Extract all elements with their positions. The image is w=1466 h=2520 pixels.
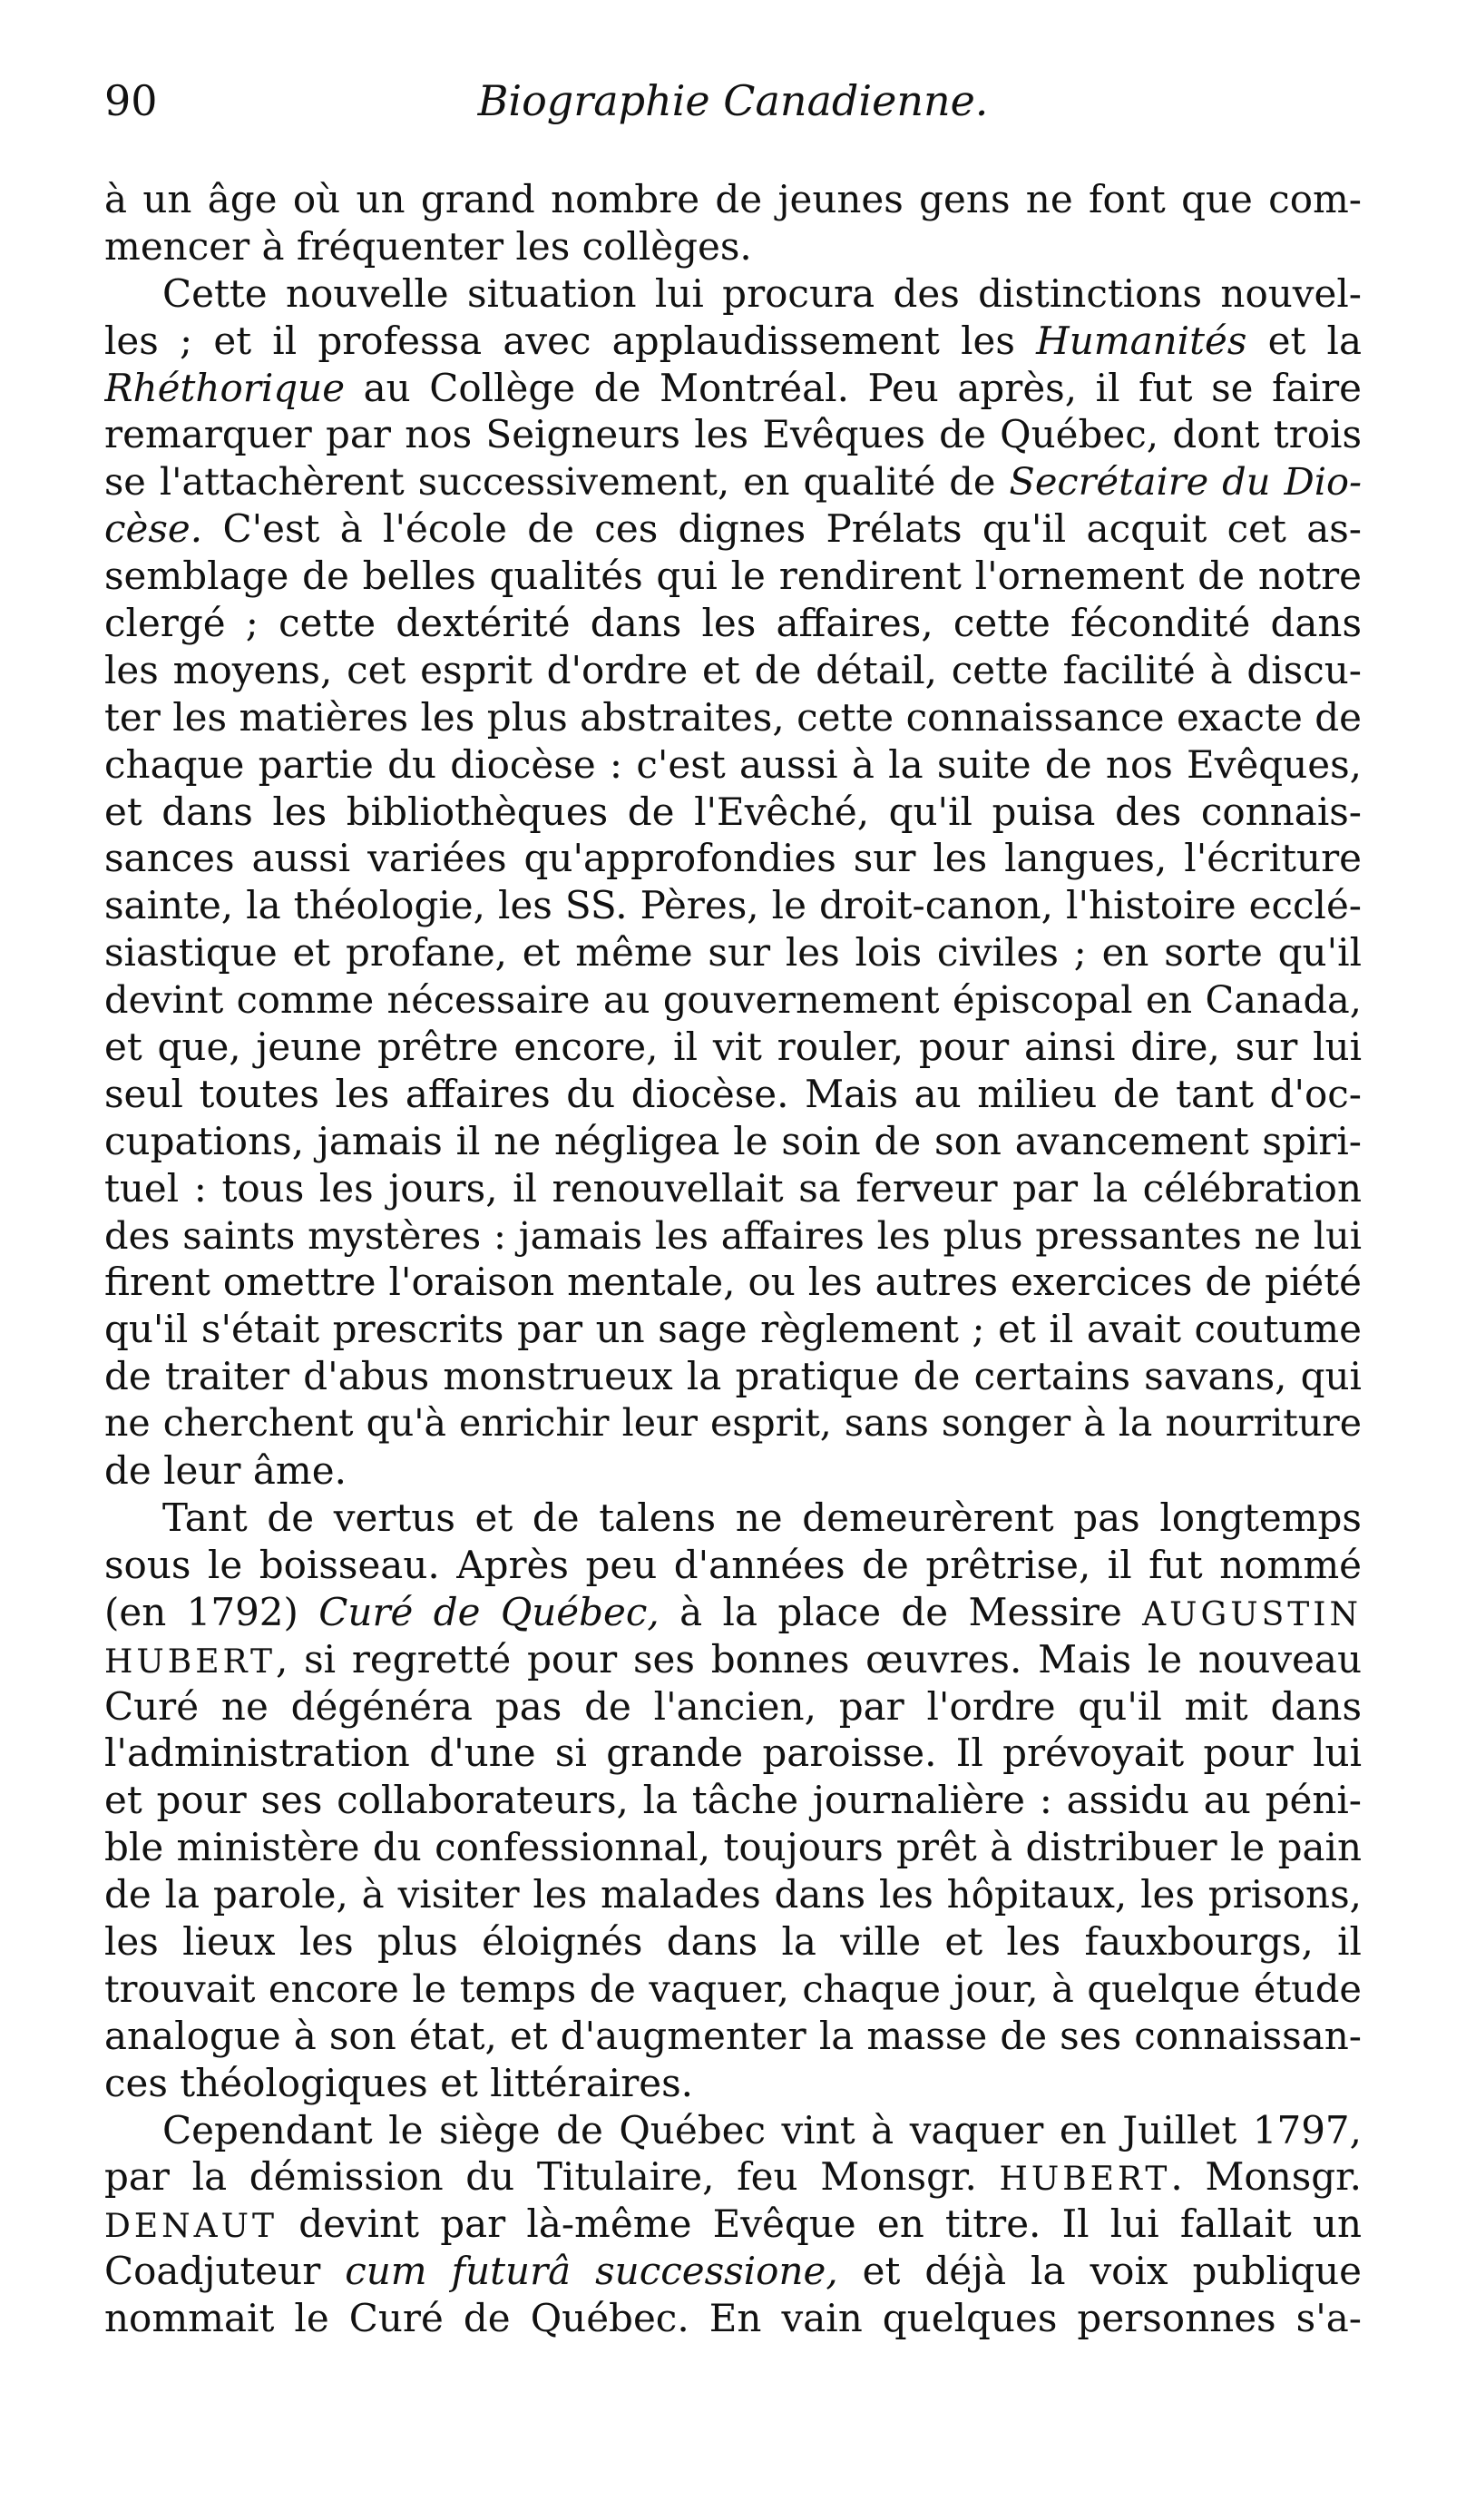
- text-segment: et pour ses collaborateurs, la tâche journalière : assidu au péni-: [104, 1778, 1362, 1823]
- text-line: [104, 1730, 1362, 1777]
- text-segment: C'est à l'école de ces dignes Prélats qu'il acquit cet as-: [202, 506, 1362, 552]
- text-segment: trouvait encore le temps de vaquer, chaque jour, à quelque étude: [104, 1966, 1362, 2011]
- text-line: [104, 1824, 1362, 1871]
- small-caps-name: AUGUSTIN: [1142, 1595, 1362, 1633]
- text-line: [104, 835, 1362, 882]
- text-segment: mencer à fréquenter les collèges.: [104, 223, 752, 269]
- text-line: [104, 1024, 1362, 1071]
- text-line: [104, 694, 1362, 741]
- text-segment: chaque partie du diocèse : c'est aussi à la suite de nos Evêques,: [104, 741, 1362, 787]
- text-line: [104, 223, 1362, 270]
- text-line: [104, 2248, 1362, 2295]
- text-line: [104, 2060, 1362, 2107]
- text-line: [104, 1118, 1362, 1165]
- italic-text: Rhéthorique: [104, 365, 346, 410]
- text-line: [104, 318, 1362, 365]
- text-segment: analogue à son état, et d'augmenter la masse de ses connaissan-: [104, 2013, 1362, 2058]
- italic-text: cum futurâ successione,: [345, 2249, 838, 2294]
- text-line: [104, 1353, 1362, 1400]
- text-line: [104, 600, 1362, 647]
- small-caps-name: DENAUT: [104, 2208, 278, 2246]
- text-segment: ter les matières les plus abstraites, cette connaissance exacte de: [104, 694, 1362, 740]
- running-title: Biographie Canadienne.: [477, 76, 989, 125]
- text-line: [104, 2153, 1362, 2201]
- text-segment: . Monsgr.: [1170, 2154, 1362, 2200]
- text-line: [104, 2013, 1362, 2060]
- text-line: [104, 1212, 1362, 1260]
- text-line: [104, 2201, 1362, 2248]
- text-segment: de traiter d'abus monstrueux la pratique de certains savans, qui: [104, 1354, 1362, 1399]
- italic-text: Humanités: [1036, 318, 1247, 363]
- text-line: [104, 789, 1362, 836]
- text-segment: sances aussi variées qu'approfondies sur les langues, l'écriture: [104, 836, 1362, 881]
- text-line: [104, 553, 1362, 600]
- text-segment: nommait le Curé de Québec. En vain quelques personnes s'a-: [104, 2296, 1362, 2341]
- text-line: [104, 1542, 1362, 1589]
- text-line: [104, 1071, 1362, 1118]
- body-text: [104, 176, 1362, 2342]
- text-segment: (en 1792): [104, 1589, 319, 1634]
- text-segment: remarquer par nos Seigneurs les Evêques de Québec, dont trois: [104, 412, 1362, 457]
- text-segment: ne cherchent qu'à enrichir leur esprit, sans songer à la nourriture: [104, 1401, 1362, 1446]
- text-segment: et la: [1246, 318, 1362, 363]
- page-number: 90: [104, 76, 158, 125]
- text-segment: sainte, la théologie, les SS. Pères, le droit-canon, l'histoire ecclé-: [104, 883, 1362, 928]
- text-line: [104, 647, 1362, 694]
- text-segment: ble ministère du confessionnal, toujours prêt à distribuer le pain: [104, 1825, 1362, 1870]
- text-line: [104, 741, 1362, 789]
- text-line: [104, 1259, 1362, 1306]
- text-line: [104, 1777, 1362, 1824]
- text-segment: Curé ne dégénéra pas de l'ancien, par l'ordre qu'il mit dans: [104, 1683, 1362, 1729]
- text-segment: par la démission du Titulaire, feu Monsgr.: [104, 2154, 1000, 2200]
- small-caps-name: HUBERT: [999, 2161, 1171, 2199]
- text-line: [104, 270, 1362, 318]
- text-segment: des saints mystères : jamais les affaires les plus pressantes ne lui: [104, 1212, 1362, 1258]
- text-segment: firent omettre l'oraison mentale, ou les autres exercices de piété: [104, 1260, 1362, 1305]
- italic-text: Secrétaire du Dio-: [1009, 459, 1362, 505]
- text-segment: à la place de Messire: [659, 1589, 1143, 1634]
- text-line: [104, 1966, 1362, 2013]
- text-line: [104, 976, 1362, 1024]
- text-line: [104, 365, 1362, 412]
- text-segment: qu'il s'était prescrits par un sage règlement ; et il avait coutume: [104, 1307, 1362, 1352]
- text-segment: sous le boisseau. Après peu d'années de prêtrise, il fut nommé: [104, 1542, 1362, 1587]
- text-line: [104, 2107, 1362, 2154]
- text-line: [104, 176, 1362, 223]
- text-line: [104, 505, 1362, 553]
- text-segment: Coadjuteur: [104, 2249, 346, 2294]
- text-line: [104, 1871, 1362, 1918]
- text-line: [104, 1636, 1362, 1683]
- text-segment: et déjà la voix publique: [837, 2249, 1362, 2294]
- text-segment: ces théologiques et littéraires.: [104, 2060, 694, 2105]
- text-segment: de leur âme.: [104, 1448, 347, 1494]
- text-segment: Cependant le siège de Québec vint à vaquer en Juillet 1797,: [162, 2107, 1362, 2152]
- text-segment: de la parole, à visiter les malades dans les hôpitaux, les prisons,: [104, 1872, 1362, 1917]
- text-segment: seul toutes les affaires du diocèse. Mais au milieu de tant d'oc-: [104, 1071, 1362, 1116]
- text-line: [104, 411, 1362, 458]
- text-segment: et dans les bibliothèques de l'Evêché, qu'il puisa des connais-: [104, 789, 1362, 834]
- text-segment: devint par là-même Evêque en titre. Il lui fallait un: [278, 2201, 1362, 2247]
- text-line: [104, 882, 1362, 929]
- text-segment: tuel : tous les jours, il renouvellait sa ferveur par la célébration: [104, 1165, 1362, 1211]
- text-segment: et que, jeune prêtre encore, il vit rouler, pour ainsi dire, sur lui: [104, 1025, 1362, 1070]
- text-line: [104, 2295, 1362, 2342]
- italic-text: cèse.: [104, 506, 203, 552]
- text-line: [104, 1400, 1362, 1447]
- text-segment: devint comme nécessaire au gouvernement épiscopal en Canada,: [104, 977, 1362, 1023]
- text-line: [104, 1918, 1362, 1966]
- page-header: [104, 76, 1362, 151]
- text-line: [104, 1165, 1362, 1212]
- text-segment: , si regretté pour ses bonnes œuvres. Mais le nouveau: [275, 1636, 1362, 1682]
- text-segment: les ; et il professa avec applaudissement les: [104, 318, 1037, 363]
- text-segment: cupations, jamais il ne négligea le soin de son avancement spiri-: [104, 1118, 1362, 1163]
- text-line: [104, 1495, 1362, 1542]
- text-segment: les moyens, cet esprit d'ordre et de détail, cette facilité à discu-: [104, 647, 1362, 692]
- small-caps-name: HUBERT: [104, 1642, 276, 1681]
- text-segment: Cette nouvelle situation lui procura des distinctions nouvel-: [162, 270, 1362, 316]
- text-segment: Tant de vertus et de talens ne demeurèrent pas longtemps: [162, 1495, 1362, 1540]
- text-line: [104, 1683, 1362, 1731]
- text-segment: les lieux les plus éloignés dans la ville et les fauxbourgs, il: [104, 1918, 1362, 1964]
- text-segment: siastique et profane, et même sur les lois civiles ; en sorte qu'il: [104, 930, 1362, 976]
- text-segment: se l'attachèrent successivement, en qualité de: [104, 459, 1010, 505]
- text-line: [104, 929, 1362, 976]
- text-segment: clergé ; cette dextérité dans les affaires, cette fécondité dans: [104, 601, 1362, 646]
- italic-text: Curé de Québec,: [318, 1589, 660, 1634]
- text-segment: l'administration d'une si grande paroisse. Il prévoyait pour lui: [104, 1731, 1362, 1776]
- text-segment: au Collège de Montréal. Peu après, il fut se faire: [345, 365, 1362, 410]
- text-line: [104, 1589, 1362, 1636]
- text-line: [104, 1306, 1362, 1353]
- text-segment: à un âge où un grand nombre de jeunes gens ne font que com-: [104, 177, 1362, 221]
- text-line: [104, 458, 1362, 505]
- text-line: [104, 1447, 1362, 1495]
- text-segment: semblage de belles qualités qui le rendirent l'ornement de notre: [104, 554, 1362, 599]
